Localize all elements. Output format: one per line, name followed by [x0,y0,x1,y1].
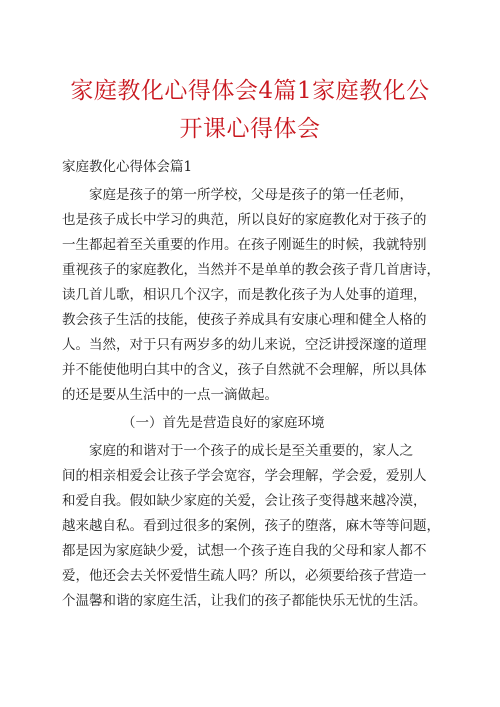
paragraph-line: 个温馨和谐的家庭生活，让我们的孩子都能快乐无忧的生活。 [62,593,427,609]
section-subheading: 家庭教化心得体会篇1 [62,159,193,175]
paragraph-line: 也是孩子成长中学习的典范，所以良好的家庭教化对于孩子的 [62,212,427,228]
paragraph-line: 重视孩子的家庭教化，当然并不是单单的教会孩子背几首唐诗， [62,262,440,278]
paragraph-line: 读几首儿歌，相识几个汉字，而是教化孩子为人处事的道理， [62,287,427,303]
paragraph-line: 人。当然，对于只有两岁多的幼儿来说，空泛讲授深邃的道理 [62,337,427,353]
paragraph-line: 的还是要从生活中的一点一滴做起。 [62,387,278,403]
paragraph-line: 爱，他还会去关怀爱惜生疏人吗？所以，必须要给孩子营造一 [62,568,427,584]
paragraph-line: 家庭的和谐对于一个孩子的成长是至关重要的，家人之 [89,443,413,459]
paragraph-line: 家庭是孩子的第一所学校，父母是孩子的第一任老师， [89,187,413,203]
paragraph-line: 越来越自私。看到过很多的案例，孩子的堕落，麻木等等问题， [62,518,440,534]
paragraph-line: 教会孩子生活的技能，使孩子养成具有安康心理和健全人格的 [62,312,427,328]
section-heading: （一）首先是营造良好的家庭环境 [122,415,325,431]
paragraph-line: 并不能使他明白其中的含义，孩子自然就不会理解，所以具体 [62,362,427,378]
document-title-line-1: 家庭教化心得体会4篇1家庭教化公 [70,78,430,104]
paragraph-line: 和爱自我。假如缺少家庭的关爱，会让孩子变得越来越冷漠， [62,493,427,509]
paragraph-line: 都是因为家庭缺少爱，试想一个孩子连自我的父母和家人都不 [62,543,427,559]
paragraph-line: 间的相亲相爱会让孩子学会宽容，学会理解，学会爱，爱别人 [62,468,427,484]
paragraph-line: 一生都起着至关重要的作用。在孩子刚诞生的时候，我就特别 [62,237,427,253]
document-title-line-2: 开课心得体会 [179,116,321,142]
